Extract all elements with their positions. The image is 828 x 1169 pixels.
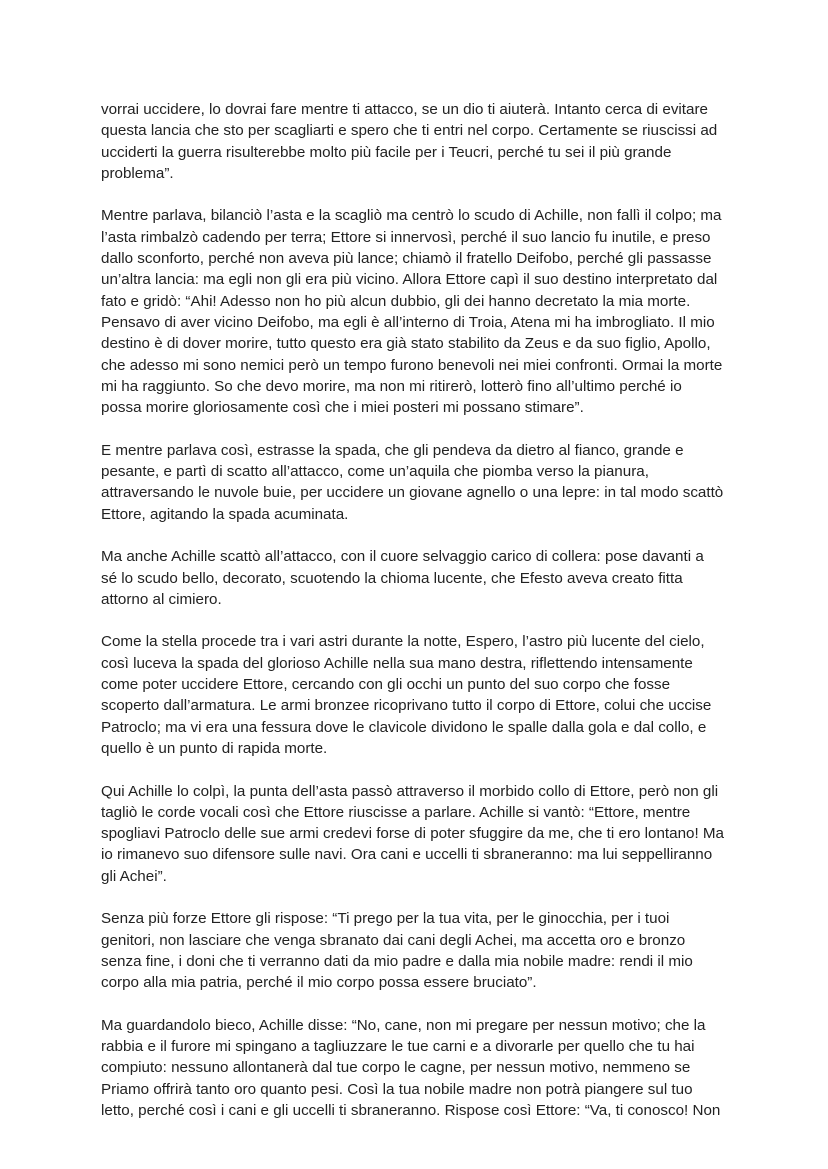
text-line: Ettore, agitando la spada acuminata. bbox=[101, 505, 349, 523]
text-line: compiuto: nessuno allontanerà dal tue corpo le cagne, per nessun motivo, nemmeno se bbox=[101, 1059, 691, 1077]
paragraph bbox=[101, 546, 741, 610]
text-line: corpo alla mia patria, perché il mio corpo possa essere bruciato”. bbox=[101, 974, 537, 992]
text-line: tagliò le corde vocali così che Ettore riuscisse a parlare. Achille si vantò: “Ettore, mentre bbox=[101, 803, 691, 821]
paragraph bbox=[101, 631, 741, 759]
text-line: rabbia e il furore mi spingano a tagliuzzare le tue carni e a divorarle per quello che tu hai bbox=[101, 1038, 695, 1056]
text-line: scoperto dall’armatura. Le armi bronzee ricoprivano tutto il corpo di Ettore, colui che uccise bbox=[101, 697, 712, 715]
text-line: problema”. bbox=[101, 164, 174, 182]
text-line: mi ha raggiunto. So che devo morire, ma non mi ritirerò, lotterò fino all’ultimo perché io bbox=[101, 377, 682, 395]
paragraph bbox=[101, 99, 741, 184]
document-page bbox=[101, 99, 741, 1143]
text-line: pesante, e partì di scatto all’attacco, come un’aquila che piomba verso la pianura, bbox=[101, 463, 649, 481]
paragraph bbox=[101, 781, 741, 887]
text-line: vorrai uccidere, lo dovrai fare mentre ti attacco, se un dio ti aiuterà. Intanto cerca di evitare bbox=[101, 101, 708, 118]
text-line: come poter uccidere Ettore, cercando con gli occhi un punto del suo corpo che fosse bbox=[101, 676, 671, 694]
paragraph bbox=[101, 908, 741, 993]
text-line: Priamo offrirà tanto oro quanto pesi. Così la tua nobile madre non potrà piangere sul tuo bbox=[101, 1080, 693, 1098]
text-line: l’asta rimbalzò cadendo per terra; Ettore si innervosì, perché il suo lancio fu inutile, e preso bbox=[101, 228, 711, 246]
text-line: sé lo scudo bello, decorato, scuotendo la chioma lucente, che Efesto aveva creato fitta bbox=[101, 569, 683, 587]
text-line: letto, perché così i cani e gli uccelli ti sbraneranno. Rispose così Ettore: “Va, ti conosco! Non bbox=[101, 1101, 721, 1119]
text-line: destino è di dover morire, tutto questo era già stato stabilito da Zeus e da suo figlio, Apollo, bbox=[101, 335, 711, 353]
text-line: possa morire gloriosamente così che i miei posteri mi possano stimare”. bbox=[101, 399, 584, 417]
text-line: Senza più forze Ettore gli rispose: “Ti prego per la tua vita, per le ginocchia, per i tuoi bbox=[101, 910, 670, 928]
text-line: E mentre parlava così, estrasse la spada, che gli pendeva da dietro al fianco, grande e bbox=[101, 441, 684, 459]
text-line: Patroclo; ma vi era una fessura dove le clavicole dividono le spalle dalla gola e dal collo, e bbox=[101, 718, 707, 736]
paragraph bbox=[101, 440, 741, 525]
text-line: Qui Achille lo colpì, la punta dell’asta passò attraverso il morbido collo di Ettore, però non gli bbox=[101, 782, 719, 800]
text-line: quello è un punto di rapida morte. bbox=[101, 739, 328, 757]
text-line: senza fine, i doni che ti verranno dati da mio padre e dalla mia nobile madre: rendi il mio bbox=[101, 952, 693, 970]
text-line: un’altra lancia: ma egli non gli era più vicino. Allora Ettore capì il suo destino interpretato dal bbox=[101, 271, 718, 289]
text-line: genitori, non lasciare che venga sbranato dai cani degli Achei, ma accetta oro e bronzo bbox=[101, 931, 686, 949]
text-line: dallo sconforto, perché non aveva più lance; chiamò il fratello Deifobo, perché gli passasse bbox=[101, 250, 712, 268]
text-line: Pensavo di aver vicino Deifobo, ma egli è all’interno di Troia, Atena mi ha imbrogliato. Il mio bbox=[101, 313, 715, 331]
text-line: fato e gridò: “Ahi! Adesso non ho più alcun dubbio, gli dei hanno decretato la mia morte. bbox=[101, 292, 691, 310]
text-line: questa lancia che sto per scagliarti e spero che ti entri nel corpo. Certamente se riuscissi ad bbox=[101, 122, 718, 140]
text-line: Ma anche Achille scattò all’attacco, con il cuore selvaggio carico di collera: pose davanti a bbox=[101, 548, 704, 566]
text-line: attorno al cimiero. bbox=[101, 590, 222, 608]
text-line: che adesso mi sono nemici però un tempo furono benevoli nei miei confronti. Ormai la morte bbox=[101, 356, 723, 374]
text-line: attraversando le nuvole buie, per uccidere un giovane agnello o una lepre: in tal modo scattò bbox=[101, 484, 724, 502]
paragraph bbox=[101, 1015, 741, 1121]
text-line: ucciderti la guerra risulterebbe molto più facile per i Teucri, perché tu sei il più grande bbox=[101, 143, 672, 161]
text-line: spogliavi Patroclo delle sue armi credevi forse di poter sfuggire da me, che ti ero lontano! Ma bbox=[101, 825, 725, 843]
text-line: io rimanevo suo difensore sulle navi. Ora cani e uccelli ti sbraneranno: ma lui seppelliranno bbox=[101, 846, 713, 864]
text-line: Come la stella procede tra i vari astri durante la notte, Espero, l’astro più lucente del cielo, bbox=[101, 633, 705, 651]
paragraph bbox=[101, 205, 741, 418]
text-line: Mentre parlava, bilanciò l’asta e la scagliò ma centrò lo scudo di Achille, non fallì il colpo; ma bbox=[101, 207, 722, 225]
text-line: gli Achei”. bbox=[101, 867, 167, 885]
text-line: Ma guardandolo bieco, Achille disse: “No, cane, non mi pregare per nessun motivo; che la bbox=[101, 1016, 706, 1034]
text-line: così luceva la spada del glorioso Achille nella sua mano destra, riflettendo intensamente bbox=[101, 654, 693, 672]
